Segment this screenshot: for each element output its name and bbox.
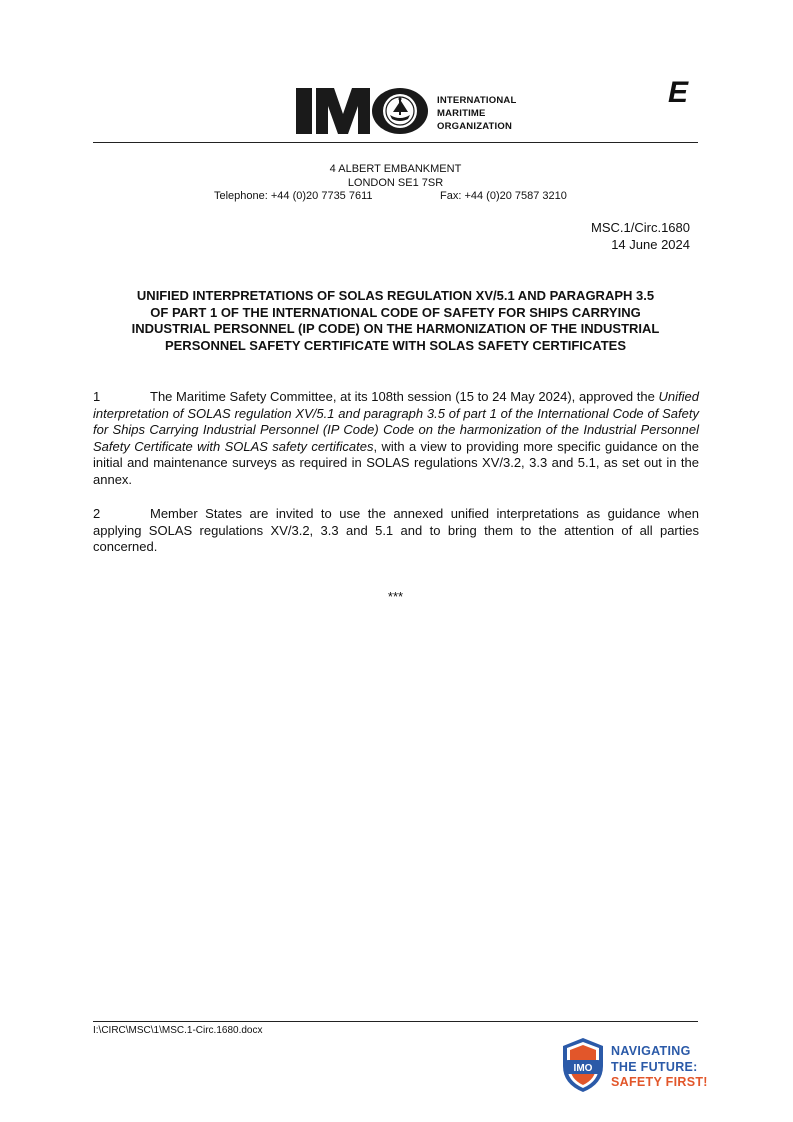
paragraph-number: 2 <box>93 506 101 521</box>
org-line: MARITIME <box>437 108 486 119</box>
title-line: OF PART 1 OF THE INTERNATIONAL CODE OF SAFETY FOR SHIPS CARRYING <box>150 304 641 320</box>
slogan-line: NAVIGATING <box>611 1044 691 1058</box>
document-reference <box>591 220 690 253</box>
badge-text: IMO <box>573 1063 593 1074</box>
shield-badge-icon <box>561 1036 605 1094</box>
footer-divider <box>93 1021 698 1022</box>
slogan-line: SAFETY FIRST! <box>611 1075 708 1089</box>
title-line: PERSONNEL SAFETY CERTIFICATE WITH SOLAS SAFETY CERTIFICATES <box>164 337 627 353</box>
paragraph-2 <box>93 506 699 556</box>
address-line: LONDON SE1 7SR <box>347 176 444 189</box>
document-title <box>93 288 698 354</box>
organization-name <box>437 94 516 133</box>
reference-date: 14 June 2024 <box>611 236 690 252</box>
title-line: UNIFIED INTERPRETATIONS OF SOLAS REGULATION XV/5.1 AND PARAGRAPH 3.5 <box>136 288 655 303</box>
paragraph-text: Member States are invited to use the annexed unified interpretations as guidance when applying SOLAS regulations XV/3.2, 3.3 and 5.1 and to bring them to the attention of all parties concerned. <box>93 506 699 555</box>
imo-logo <box>296 88 536 136</box>
title-line: INDUSTRIAL PERSONNEL (IP CODE) ON THE HARMONIZATION OF THE INDUSTRIAL <box>131 321 660 337</box>
reference-number: MSC.1/Circ.1680 <box>591 220 690 235</box>
paragraph-text: The Maritime Safety Committee, at its 108th session (15 to 24 May 2024), approved the <box>150 389 659 404</box>
section-separator: *** <box>387 589 404 604</box>
fax: Fax: +44 (0)20 7587 3210 <box>440 190 567 202</box>
paragraph-text: , with a view to providing more specific guidance on the initial and maintenance surveys as required in SOLAS regulations XV/3.2, 3.3 and 5.1, as set out in the annex. <box>93 438 699 487</box>
slogan-line: THE FUTURE: <box>611 1059 698 1074</box>
imo-wordmark-logo <box>296 88 429 134</box>
language-code: E <box>668 76 689 109</box>
file-path: I:\CIRC\MSC\1\MSC.1-Circ.1680.docx <box>93 1025 263 1036</box>
header-divider <box>93 142 698 143</box>
paragraph-number: 1 <box>93 389 101 404</box>
paragraph-italic-title: Unified interpretation of SOLAS regulation XV/5.1 and paragraph 3.5 of part 1 of the International Code of Safety for Ships Carrying Industrial Personnel (IP Code) Code on the harmonization of the Industrial Personnel Safety Certificate with SOLAS safety certificates <box>93 389 699 454</box>
org-line: INTERNATIONAL <box>437 95 517 106</box>
slogan <box>611 1044 708 1091</box>
address-block <box>93 163 698 190</box>
telephone: Telephone: +44 (0)20 7735 7611 <box>214 190 373 202</box>
address-line: 4 ALBERT EMBANKMENT <box>329 163 462 175</box>
paragraph-1 <box>93 389 699 489</box>
org-line: ORGANIZATION <box>437 121 513 132</box>
